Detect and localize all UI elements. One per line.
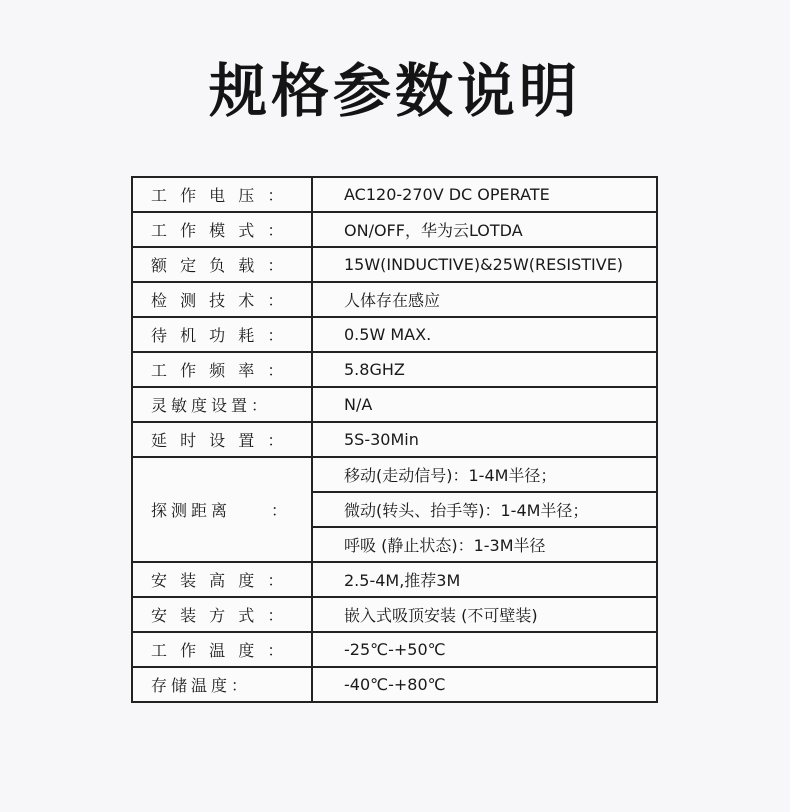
row-value: AC120-270V DC OPERATE [312, 177, 657, 212]
table-row [132, 387, 657, 422]
table-row [132, 457, 657, 492]
row-label: 工 作 频 率 ： [132, 352, 312, 387]
row-value: 5.8GHZ [312, 352, 657, 387]
row-label: 存储温度： [132, 667, 312, 702]
row-label: 灵敏度设置： [132, 387, 312, 422]
row-value: ON/OFF，华为云LOTDA [312, 212, 657, 247]
table-row [132, 597, 657, 632]
row-value: 0.5W MAX. [312, 317, 657, 352]
row-value: N/A [312, 387, 657, 422]
row-value: -25℃-+50℃ [312, 632, 657, 667]
row-label: 工 作 温 度 ： [132, 632, 312, 667]
row-label: 安 装 高 度 ： [132, 562, 312, 597]
table-row [132, 247, 657, 282]
row-label: 工 作 电 压 ： [132, 177, 312, 212]
table-row [132, 667, 657, 702]
row-value: 嵌入式吸顶安装 (不可壁装) [312, 597, 657, 632]
row-value: 呼吸 (静止状态)：1-3M半径 [312, 527, 657, 562]
row-label: 检 测 技 术 ： [132, 282, 312, 317]
row-label: 额 定 负 载 ： [132, 247, 312, 282]
row-value: 人体存在感应 [312, 282, 657, 317]
row-value: 15W(INDUCTIVE)&25W(RESISTIVE) [312, 247, 657, 282]
table-row [132, 212, 657, 247]
row-value: 5S-30Min [312, 422, 657, 457]
table-row [132, 177, 657, 212]
table-row [132, 632, 657, 667]
row-label: 延 时 设 置 ： [132, 422, 312, 457]
table-row [132, 352, 657, 387]
table-row [132, 282, 657, 317]
distance-label: 探测距离 ： [132, 457, 312, 562]
row-label: 待 机 功 耗 ： [132, 317, 312, 352]
spec-table [131, 176, 658, 703]
row-label: 工 作 模 式 ： [132, 212, 312, 247]
row-value: 移动(走动信号)：1-4M半径； [312, 457, 657, 492]
row-value: 2.5-4M,推荐3M [312, 562, 657, 597]
table-row [132, 317, 657, 352]
row-value: -40℃-+80℃ [312, 667, 657, 702]
row-label: 安 装 方 式 ： [132, 597, 312, 632]
page-title: 规格参数说明 [208, 57, 581, 125]
table-row [132, 562, 657, 597]
table-row [132, 422, 657, 457]
row-value: 微动(转头、抬手等)：1-4M半径； [312, 492, 657, 527]
